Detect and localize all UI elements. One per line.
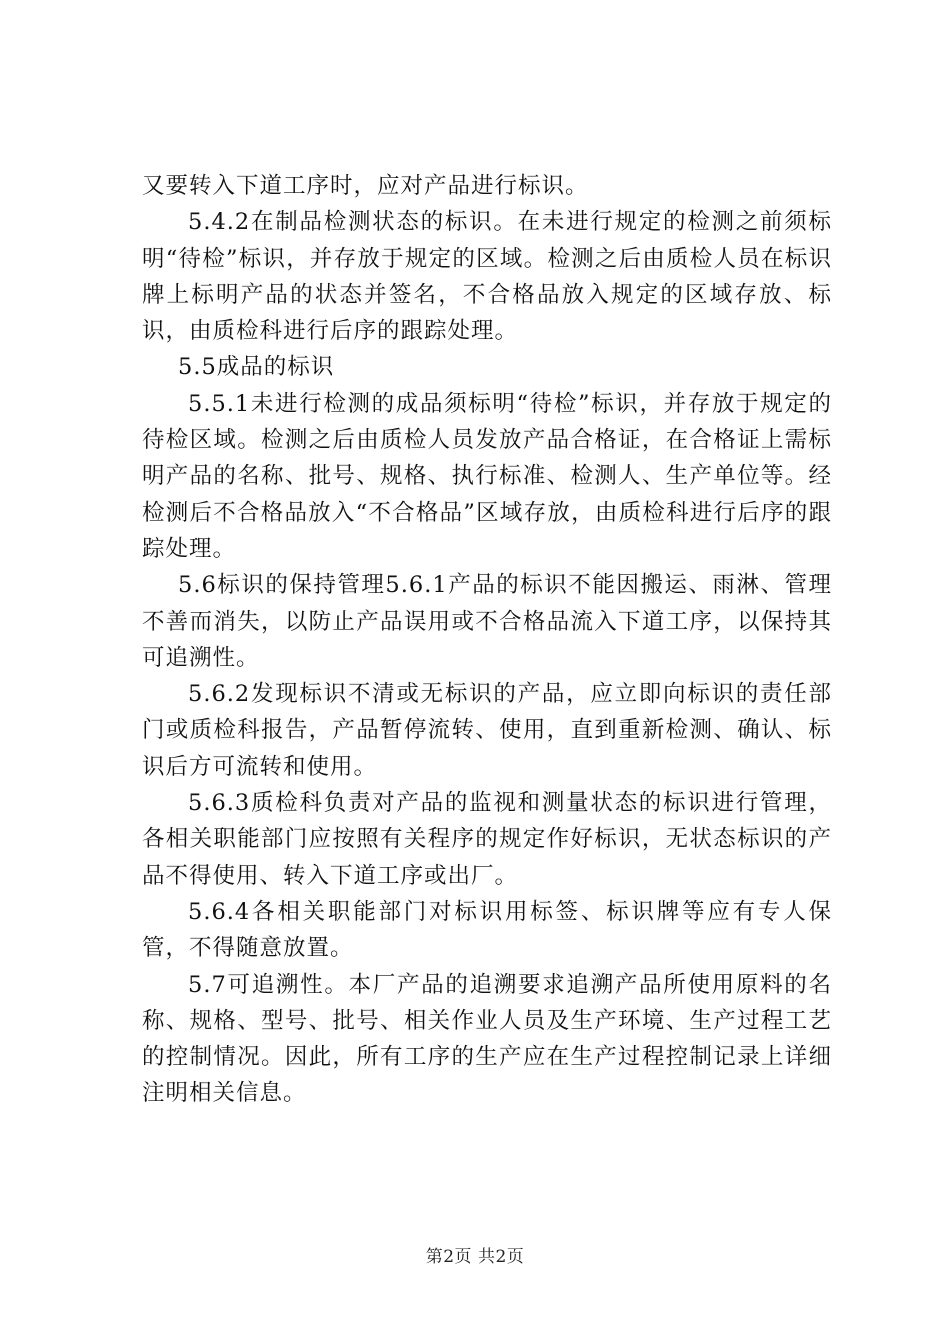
paragraph-5-7: 5.7可追溯性。本厂产品的追溯要求追溯产品所使用原料的名称、规格、型号、批号、相关作业人员及生产环境、生产过程工艺的控制情况。因此，所有工序的生产应在生产过程控制记录上详细注明相关信息。 xyxy=(142,971,832,1107)
paragraph-continuation: 又要转入下道工序时，应对产品进行标识。 xyxy=(142,173,589,199)
paragraph-5-6-2: 5.6.2发现标识不清或无标识的产品，应立即向标识的责任部门或质检科报告，产品暂停流转、使用，直到重新检测、确认、标识后方可流转和使用。 xyxy=(142,681,832,780)
heading-5-5: 5.5成品的标识 xyxy=(178,354,335,381)
document-body xyxy=(142,168,832,1112)
paragraph-5-5-1: 5.5.1未进行检测的成品须标明“待检”标识，并存放于规定的待检区域。检测之后由质检人员发放产品合格证，在合格证上需标明产品的名称、批号、规格、执行标准、检测人、生产单位等。经检测后不合格品放入“不合格品”区域存放，由质检科进行后序的跟踪处理。 xyxy=(142,390,832,562)
paragraph-5-6-4: 5.6.4各相关职能部门对标识用标签、标识牌等应有专人保管，不得随意放置。 xyxy=(142,898,832,962)
paragraph-5-4-2: 5.4.2在制品检测状态的标识。在未进行规定的检测之前须标明“待检”标识，并存放于规定的区域。检测之后由质检人员在标识牌上标明产品的状态并签名，不合格品放入规定的区域存放、标识，由质检科进行后序的跟踪处理。 xyxy=(142,209,832,345)
paragraph-5-6-3: 5.6.3质检科负责对产品的监视和测量状态的标识进行管理，各相关职能部门应按照有关程序的规定作好标识，无状态标识的产品不得使用、转入下道工序或出厂。 xyxy=(142,790,832,889)
page-footer: 第2页 共2页 xyxy=(425,1247,525,1267)
paragraph-5-6: 5.6标识的保持管理5.6.1产品的标识不能因搬运、雨淋、管理不善而消失，以防止产品误用或不合格品流入下道工序，以保持其可追溯性。 xyxy=(142,572,832,671)
